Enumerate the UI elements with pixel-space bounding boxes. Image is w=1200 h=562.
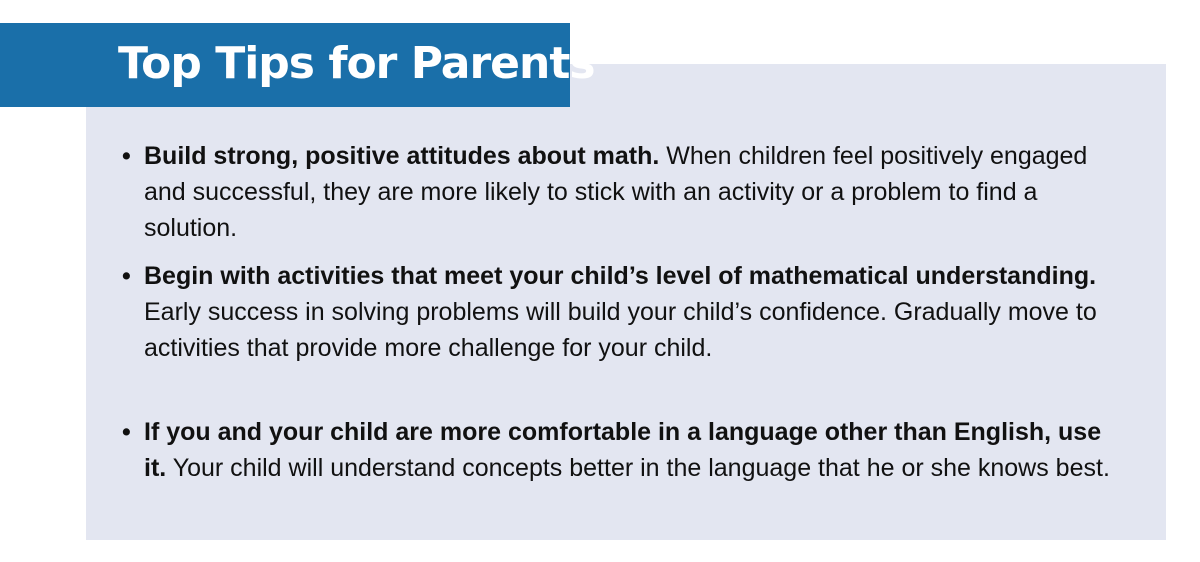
page-title: Top Tips for Parents (118, 38, 595, 89)
tip-item-level (122, 258, 1122, 366)
tip-text: Early success in solving problems will build your child’s confidence. Gradually move to activities that provide more challenge for your child. (144, 298, 1097, 362)
tip-heading: Build strong, positive attitudes about math. (144, 142, 660, 170)
tip-body (144, 258, 1122, 366)
tip-heading: Begin with activities that meet your child’s level of mathematical understanding. (144, 262, 1097, 290)
tip-body (144, 414, 1122, 486)
tip-body (144, 138, 1122, 246)
bullet-icon: • (122, 418, 131, 446)
tip-text: Your child will understand concepts better in the language that he or she knows best. (166, 454, 1110, 482)
tip-item-language (122, 414, 1122, 486)
bullet-icon: • (122, 262, 131, 290)
tip-heading: If you and your child are more comfortable in a language other than English, use it. (144, 418, 1102, 482)
tip-item-attitudes (122, 138, 1122, 246)
tip-text: When children feel positively engaged and successful, they are more likely to stick with an activity or a problem to find a solution. (144, 142, 1088, 242)
bullet-icon: • (122, 142, 131, 170)
